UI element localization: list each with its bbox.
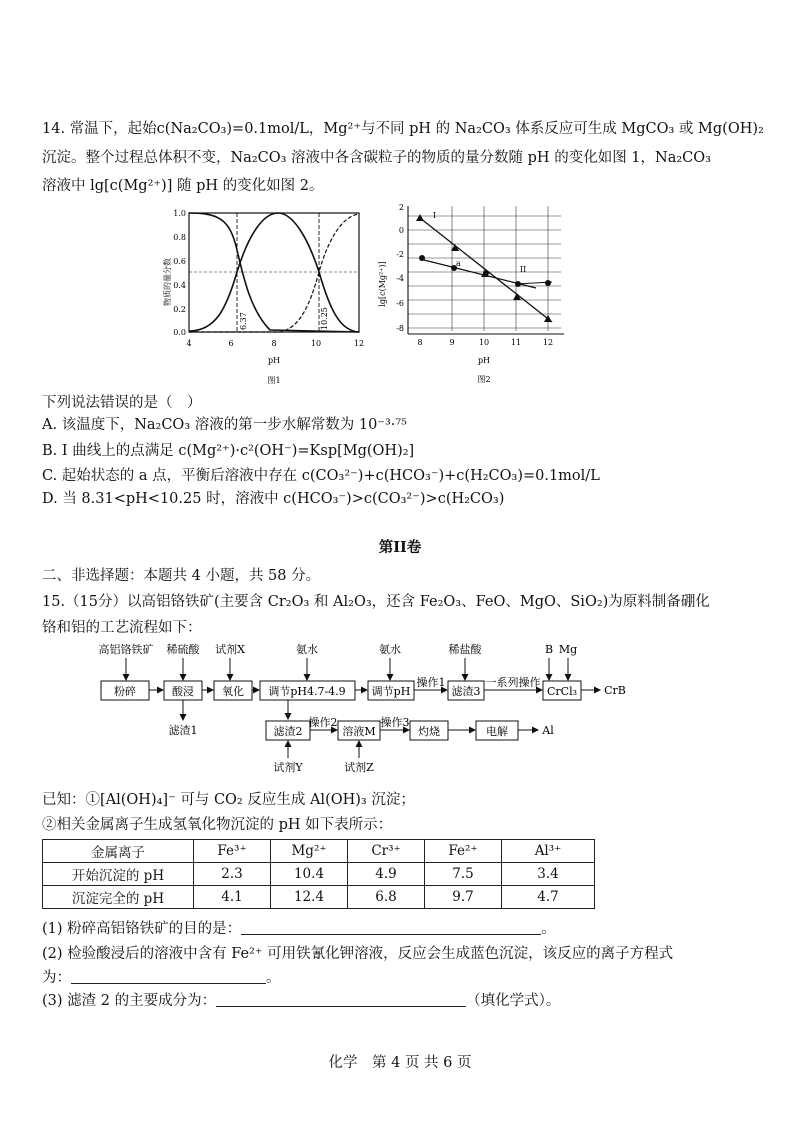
fig2-ytick: -6 <box>396 299 404 308</box>
fig2-caption: 图2 <box>477 375 491 384</box>
table-header: Cr³⁺ <box>348 840 425 863</box>
flow-adjust-1: 调节pH4.7-4.9 <box>268 685 346 698</box>
fig2-label-II: II <box>520 265 527 274</box>
fig1-mark-1: 6.37 <box>239 312 248 330</box>
fig2-xtick: 12 <box>542 338 554 347</box>
table-cell: 3.4 <box>502 863 595 886</box>
fig2-xtick: 11 <box>510 338 522 347</box>
flow-oxidize: 氧化 <box>222 685 244 698</box>
q15-known-1: 已知：①[Al(OH)₄]⁻ 可与 CO₂ 反应生成 Al(OH)₃ 沉淀； <box>42 792 415 808</box>
fig1-ytick: 0.4 <box>173 281 186 290</box>
fig2-ytick: -2 <box>396 250 404 259</box>
fig2-xtick: 10 <box>478 338 490 347</box>
flow-residue-3: 滤渣3 <box>451 685 481 698</box>
fig1-ytick: 1.0 <box>173 209 186 218</box>
fig2-label-I: I <box>433 211 437 220</box>
q14-stem: 下列说法错误的是（ ） <box>42 395 202 411</box>
table-row <box>43 863 595 886</box>
q14-option-a: A. 该温度下，Na₂CO₃ 溶液的第一步水解常数为 10⁻³·⁷⁵ <box>42 417 407 433</box>
q14-option-c: C. 起始状态的 a 点，平衡后溶液中存在 c(CO₃²⁻)+c(HCO₃⁻)+c(H₂CO₃)=0.1mol/L <box>42 468 600 484</box>
answer-blank-3[interactable] <box>216 992 466 1007</box>
flow-op2: 操作2 <box>308 716 338 729</box>
fig1-curve-co3 <box>189 214 359 332</box>
fig2-xtick: 9 <box>449 338 455 347</box>
fig1-ytick: 0.8 <box>173 233 186 242</box>
q15-sub2: (2) 检验酸浸后的溶液中含有 Fe²⁺ 可用铁氰化钾溶液，反应会生成蓝色沉淀，该反应的离子方程式 <box>42 946 674 962</box>
table-row <box>43 886 595 909</box>
figure-1 <box>160 200 370 390</box>
fig1-curve-hco3 <box>189 213 359 332</box>
fig2-ytick: 0 <box>398 226 404 235</box>
flow-reagent-z: 试剂Z <box>344 761 374 774</box>
flow-crcl3: CrCl₃ <box>546 685 578 698</box>
table-header: Mg²⁺ <box>271 840 348 863</box>
flow-mg: Mg <box>558 643 578 656</box>
q14-option-d: D. 当 8.31<pH<10.25 时，溶液中 c(HCO₃⁻)>c(CO₃²⁻)>c(H₂CO₃) <box>42 491 505 507</box>
fig1-caption: 图1 <box>267 376 281 385</box>
process-flowchart <box>80 638 680 778</box>
table-cell: 沉淀完全的 pH <box>43 886 194 909</box>
table-cell: 4.7 <box>502 886 595 909</box>
flow-hcl: 稀盐酸 <box>448 643 482 656</box>
flow-acid: 稀硫酸 <box>166 643 200 656</box>
q15-line1: 15.（15分）以高铝铬铁矿(主要含 Cr₂O₃ 和 Al₂O₃，还含 Fe₂O₃、FeO、MgO、SiO₂)为原料制备硼化 <box>42 594 710 610</box>
table-cell: 9.7 <box>425 886 502 909</box>
flow-op3: 操作3 <box>380 716 410 729</box>
q15-line2: 铬和铝的工艺流程如下： <box>42 620 202 636</box>
fig2-ytick: 2 <box>398 203 404 212</box>
table-header: Fe²⁺ <box>425 840 502 863</box>
fig1-curve-h2co3 <box>189 213 359 332</box>
fig1-xlabel: pH <box>267 356 281 365</box>
flow-ammonia-1: 氨水 <box>296 643 318 656</box>
flow-reagent-x: 试剂X <box>215 643 245 656</box>
sub1-end: 。 <box>541 921 556 937</box>
flow-b: B <box>544 643 554 656</box>
fig1-xtick: 4 <box>186 339 192 348</box>
table-cell: 开始沉淀的 pH <box>43 863 194 886</box>
table-cell: 4.1 <box>194 886 271 909</box>
fig1-ytick: 0.2 <box>173 305 186 314</box>
fig1-xtick: 12 <box>353 339 365 348</box>
fig2-point-II <box>419 255 425 261</box>
flow-adjust-2: 调节pH <box>371 685 411 698</box>
table-header: 金属离子 <box>43 840 194 863</box>
table-cell: 2.3 <box>194 863 271 886</box>
flow-leach: 酸浸 <box>172 685 194 698</box>
fig1-mark-2: 10.25 <box>320 307 329 330</box>
q14-line1 <box>42 119 764 139</box>
table-cell: 4.9 <box>348 863 425 886</box>
ph-table <box>42 839 595 909</box>
fig2-xlabel: pH <box>477 356 491 365</box>
q14-line3: 溶液中 lg[c(Mg²⁺)] 随 pH 的变化如图 2。 <box>42 178 324 194</box>
page-footer: 化学 第 4 页 共 6 页 <box>328 1055 472 1071</box>
fig1-ylabel: 物质的量分数 <box>163 258 172 306</box>
answer-blank-1[interactable] <box>241 920 541 935</box>
q14-line1-b: c(Na₂CO₃)=0.1mol/L，Mg²⁺与不同 pH 的 Na₂CO₃ 体系反应可生成 MgCO₃ 或 Mg(OH)₂ <box>156 121 764 137</box>
fig1-frame <box>189 213 359 332</box>
q14-option-b: B. I 曲线上的点满足 c(Mg²⁺)·c²(OH⁻)=Ksp[Mg(OH)₂] <box>42 443 415 459</box>
table-header-row <box>43 840 595 863</box>
q15-known-2: ②相关金属离子生成氢氧化物沉淀的 pH 如下表所示： <box>42 817 393 833</box>
section-title: 第II卷 <box>378 539 422 556</box>
figure-2 <box>376 196 576 388</box>
flow-reagent-y: 试剂Y <box>273 761 303 774</box>
fig1-xtick: 6 <box>228 339 234 348</box>
flow-residue-1: 滤渣1 <box>168 724 198 737</box>
fig2-ytick: -4 <box>396 274 404 283</box>
fig2-point-a: a <box>456 259 461 268</box>
table-cell: 6.8 <box>348 886 425 909</box>
fig2-ylabel: lg[c(Mg²⁺)] <box>378 261 387 307</box>
q14-line2: 沉淀。整个过程总体积不变，Na₂CO₃ 溶液中各含碳粒子的物质的量分数随 pH 的变化如图 1，Na₂CO₃ <box>42 150 711 166</box>
flow-crb: CrB <box>604 684 626 697</box>
flow-crush: 粉碎 <box>114 685 136 698</box>
section-intro: 二、非选择题：本题共 4 小题，共 58 分。 <box>42 568 321 584</box>
flow-residue-2: 滤渣2 <box>273 725 303 738</box>
sub3-end: （填化学式）。 <box>466 993 561 1009</box>
fig2-xtick: 8 <box>417 338 423 347</box>
sub2b-text: 为： <box>42 970 71 986</box>
fig2-ytick: -8 <box>396 324 404 333</box>
flow-calcine: 灼烧 <box>418 725 440 738</box>
flow-al: Al <box>542 724 554 737</box>
q15-sub1 <box>42 919 556 939</box>
q15-sub2b <box>42 968 281 988</box>
q15-sub3 <box>42 991 560 1011</box>
answer-blank-2[interactable] <box>71 969 266 984</box>
fig1-xtick: 8 <box>271 339 277 348</box>
table-cell: 12.4 <box>271 886 348 909</box>
flow-series: 一系列操作 <box>485 676 541 689</box>
flow-raw: 高铝铬铁矿 <box>98 643 154 656</box>
fig1-ytick: 0.6 <box>173 257 186 266</box>
fig2-point-II <box>545 280 551 286</box>
fig2-point-I <box>416 214 424 221</box>
sub1-text: (1) 粉碎高铝铬铁矿的目的是： <box>42 921 242 937</box>
flow-solution-m: 溶液M <box>342 725 376 738</box>
table-header: Fe³⁺ <box>194 840 271 863</box>
sub2-end: 。 <box>266 970 281 986</box>
fig1-xtick: 10 <box>310 339 322 348</box>
q14-line1-a: 14. 常温下，起始 <box>42 121 157 137</box>
fig2-point-II <box>515 281 521 287</box>
fig2-point-II <box>483 270 489 276</box>
sub3-text: (3) 滤渣 2 的主要成分为： <box>42 993 217 1009</box>
table-header: Al³⁺ <box>502 840 595 863</box>
fig1-ytick: 0.0 <box>173 328 186 337</box>
table-cell: 7.5 <box>425 863 502 886</box>
flow-ammonia-2: 氨水 <box>379 643 401 656</box>
flow-op1: 操作1 <box>416 676 446 689</box>
table-cell: 10.4 <box>271 863 348 886</box>
flow-electrolysis: 电解 <box>486 725 508 738</box>
